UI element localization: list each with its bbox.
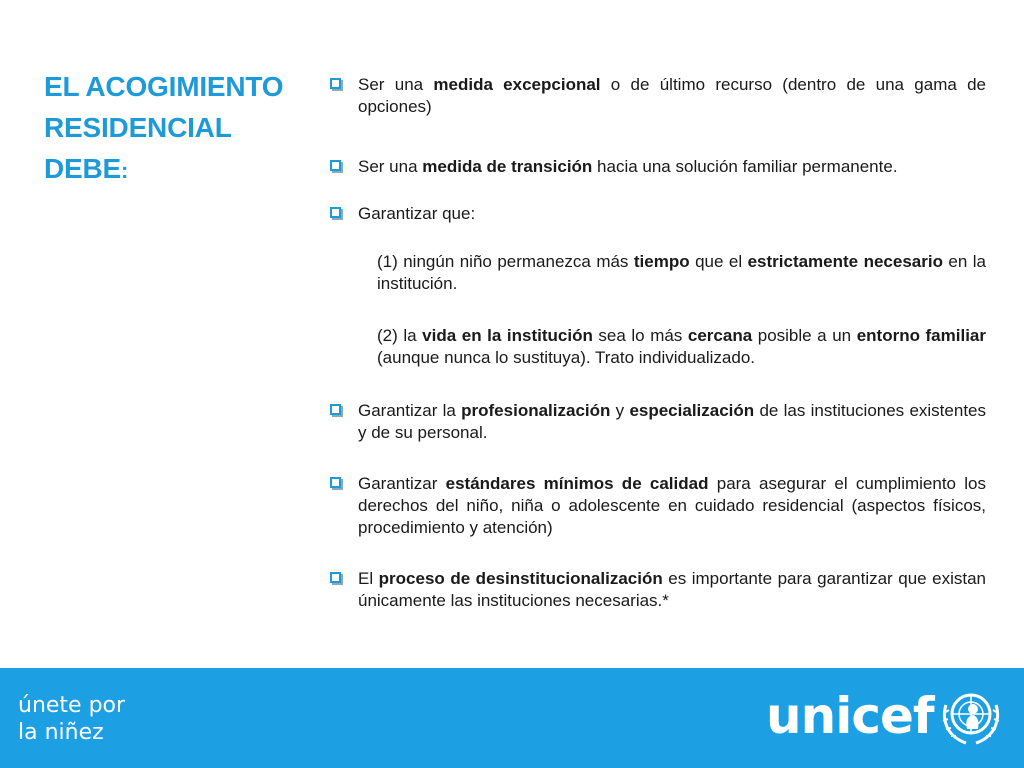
title-line-2: RESIDENCIAL (44, 112, 232, 143)
bullet-3: Garantizar que: (330, 203, 986, 225)
slogan-line-1: únete por (18, 693, 126, 718)
bullet-6: El proceso de desinstitucionalización es importante para garantizar que existan únicamente las instituciones necesarias.* (330, 568, 986, 612)
sub-item-1: (1) ningún niño permanezca más tiempo que el estrictamente necesario en la institución. (377, 252, 987, 293)
footer-slogan (18, 692, 125, 746)
bullet-1: Ser una medida excepcional o de último recurso (dentro de una gama de opciones) (330, 74, 986, 118)
bullet-2: Ser una medida de transición hacia una solución familiar permanente. (330, 156, 986, 178)
checkbox-bullet-icon (330, 572, 341, 583)
slide-title (44, 66, 306, 191)
bullet-4: Garantizar la profesionalización y especialización de las instituciones existentes y de su personal. (330, 400, 986, 444)
title-line-1: EL ACOGIMIENTO (44, 71, 284, 102)
sub-item-2: (2) la vida en la institución sea lo más cercana posible a un entorno familiar (aunque nunca lo sustituya). Trato individualizado. (377, 326, 986, 367)
checkbox-bullet-icon (330, 160, 341, 171)
checkbox-bullet-icon (330, 78, 341, 89)
checkbox-bullet-icon (330, 404, 341, 415)
checkbox-bullet-icon (330, 477, 341, 488)
slogan-line-2: la niñez (18, 720, 104, 745)
bullet-5: Garantizar estándares mínimos de calidad para asegurar el cumplimiento los derechos del niño, niña o adolescente en cuidado residencial (aspectos físicos, procedimiento y atención) (330, 473, 986, 539)
slide-content (330, 74, 986, 612)
unicef-emblem-icon (940, 685, 1002, 747)
title-line-3: DEBE: (44, 153, 129, 184)
title-colon: : (121, 158, 129, 183)
unicef-logo (766, 686, 1002, 746)
unicef-wordmark: unicef (766, 687, 934, 745)
checkbox-bullet-icon (330, 207, 341, 218)
footer-bar (0, 668, 1024, 768)
